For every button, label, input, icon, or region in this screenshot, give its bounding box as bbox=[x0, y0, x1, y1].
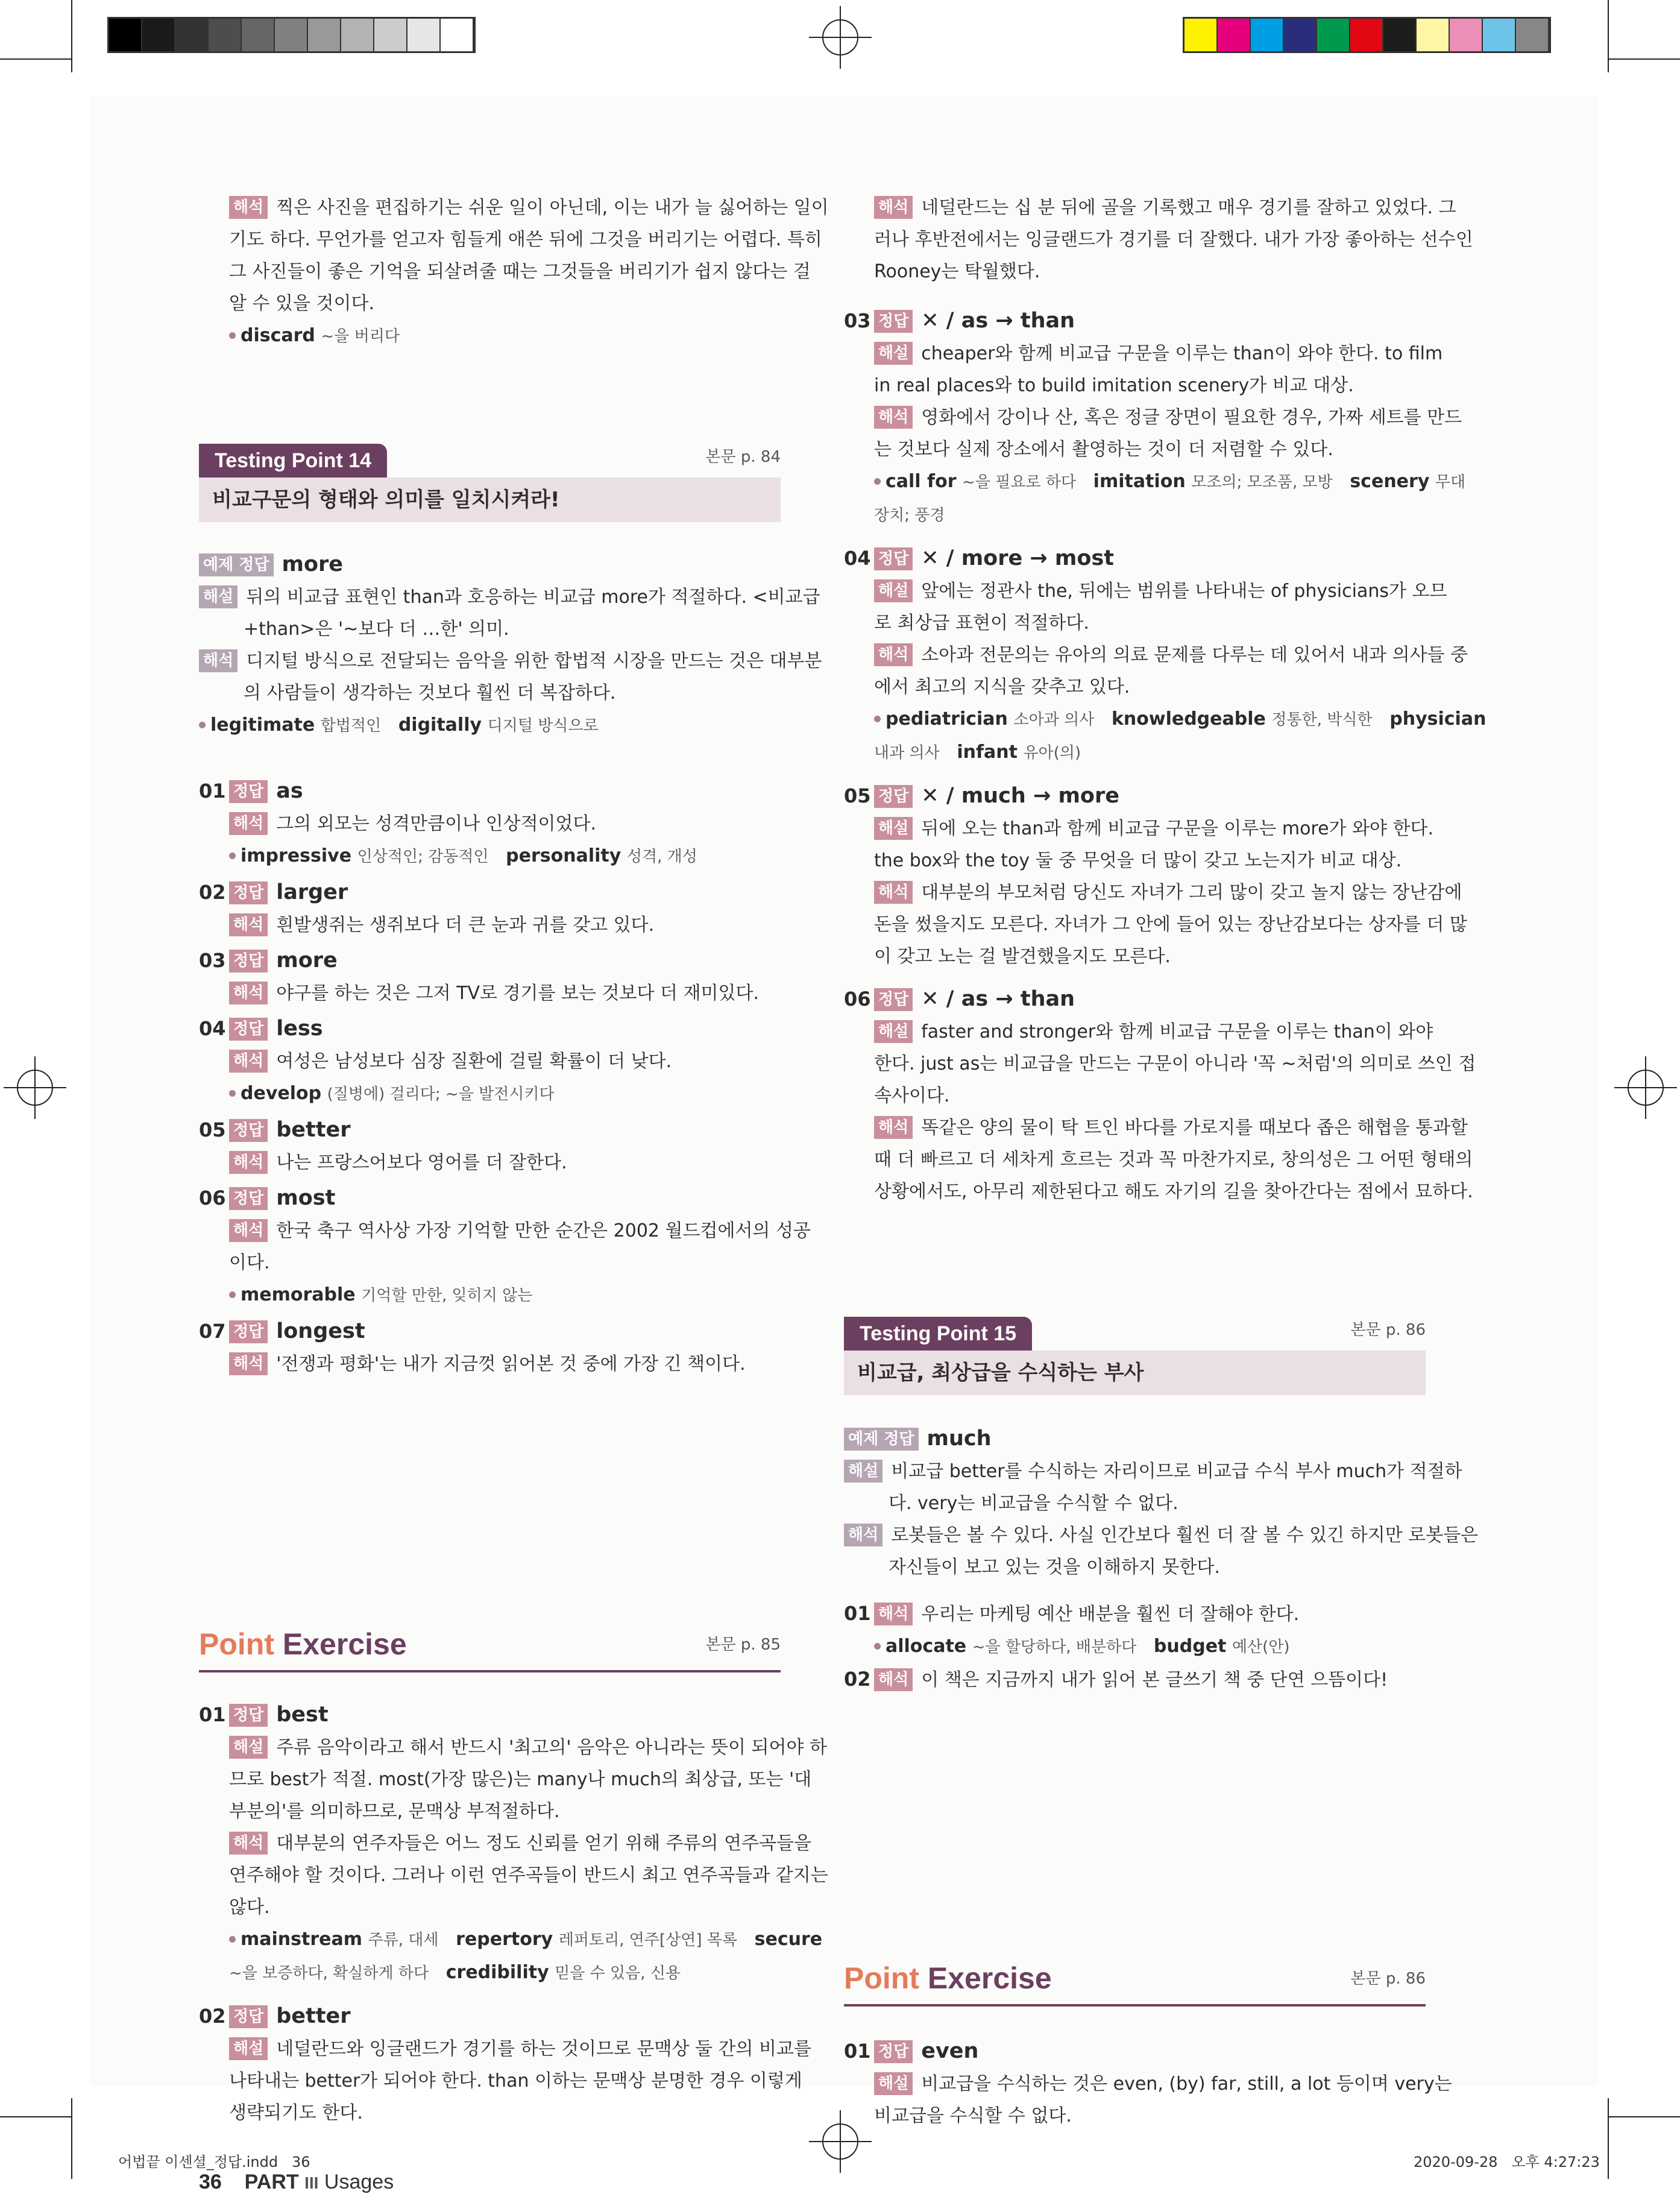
exercise-answers: 01 정답 even 해설 비교급을 수식하는 것은 even, (by) far, still, a lot 등이며 very는 비교급을 수식할 수 없다. bbox=[844, 2039, 1452, 2126]
list-item: 03 정답 ✕ / as → than bbox=[844, 309, 1075, 333]
testing-point-15: Testing Point 15 본문 p. 86 비교급, 최상급을 수식하는 부사 bbox=[844, 1317, 1426, 1395]
testing-point-tab: Testing Point 14 bbox=[199, 444, 387, 478]
crop-mark bbox=[1608, 0, 1609, 72]
color-swatch bbox=[275, 19, 308, 51]
crop-mark bbox=[71, 0, 72, 72]
crop-mark bbox=[1608, 2116, 1680, 2117]
list-item: 06 정답 most bbox=[199, 1186, 336, 1210]
exercise-answers: 01 정답 best 해설 주류 음악이라고 해서 반드시 '최고의' 음악은 아니라는 뜻이 되어야 하 므로 best가 적절. most(가장 많은)는 many나 much의 최상급, 또는 '대 부분의'를 의미하므로, 문맥상 부적절하다. 해석 대부분의 연주자들은 어느 정도 신뢰를 얻기 위해 주류의 연주곡들을 연주해야 할 것이다. 그러나 이런 연주곡들이 반드시 최고 연주곡들과 같지는 않다. mainstream 주류, 대세 repertory 레퍼토리, 연주[상연] 목록 secure ~을 보증하다, 확실하게 하다 credibility 믿을 수 있음, 신용 02 정답 better 해설 네덜란드와 잉글랜드가 경기를 하는 것이므로 문맥상 둘 간의 비교를 나타내는 better가 되어야 한다. than 이하는 문맥상 분명한 경우 이렇게 생략되기도 한다. bbox=[199, 1703, 828, 2123]
list-item: 01 정답 as bbox=[199, 779, 303, 803]
top-translation: 해석 네덜란드는 십 분 뒤에 골을 기록했고 매우 경기를 잘하고 있었다. 그 러나 후반전에서는 잉글랜드가 경기를 더 잘했다. 내가 가장 좋아하는 선수인 Rooney는 탁월했다. bbox=[874, 197, 1473, 282]
section-rule bbox=[199, 1670, 781, 1672]
gray-calibration-bar bbox=[107, 17, 476, 53]
page-footer: 36 PART III Usages bbox=[199, 2170, 394, 2193]
crop-mark bbox=[0, 2116, 72, 2117]
crop-mark bbox=[1608, 58, 1680, 60]
registration-mark-right bbox=[1614, 1056, 1677, 1119]
color-swatch bbox=[1350, 19, 1383, 51]
testing-point-14 bbox=[199, 444, 781, 522]
slug-date: 2020-09-28 오후 4:27:23 bbox=[1414, 2154, 1600, 2170]
list-item: 06 정답 ✕ / as → than bbox=[844, 987, 1075, 1011]
tag-haeseok: 해석 bbox=[229, 196, 268, 219]
registration-mark-top bbox=[809, 6, 872, 69]
example-answer: 예제 정답 much 해설 비교급 better를 수식하는 자리이므로 비교급 수식 부사 much가 적절하 다. very는 비교급을 수식할 수 없다. 해석 로봇들은 볼 수 있다. 사실 인간보다 훨씬 더 잘 볼 수 있긴 하지만 로봇들은 자신들이 보고 있는 것을 이해하지 못한다. 01 해석 우리는 마케팅 예산 배분을 훨씬 더 잘해야 한다. allocate ~을 할당하다, 배분하다 budget 예산(안) 02 해석 이 책은 지금까지 내가 읽어 본 글쓰기 책 중 단연 으뜸이다! bbox=[844, 1426, 1479, 1691]
color-swatch bbox=[308, 19, 341, 51]
color-swatch bbox=[407, 19, 441, 51]
example-answer: 예제 정답 more 해설 뒤의 비교급 표현인 than과 호응하는 비교급 more가 적절하다. <비교급 +than>은 '~보다 더 …한' 의미. 해석 디지털 방식으로 전달되는 음악을 위한 합법적 시장을 만드는 것은 대부분 의 사람들이 생각하는 것보다 훨씬 더 복잡하다. legitimate 합법적인 digitally 디지털 방식으로 bbox=[199, 549, 781, 742]
list-item: 07 정답 longest bbox=[199, 1319, 365, 1343]
vocab-line: discard ~을 버리다 bbox=[229, 320, 781, 353]
crop-mark bbox=[0, 58, 72, 60]
list-item: 04 정답 ✕ / more → most bbox=[844, 546, 1115, 570]
color-swatch bbox=[209, 19, 242, 51]
color-swatch bbox=[1251, 19, 1284, 51]
right-column bbox=[844, 192, 1487, 2126]
page-reference: 본문 p. 84 bbox=[705, 448, 781, 466]
crop-mark bbox=[71, 2098, 72, 2179]
color-swatch bbox=[242, 19, 275, 51]
color-swatch bbox=[341, 19, 374, 51]
color-calibration-bar bbox=[1183, 17, 1551, 53]
color-swatch bbox=[374, 19, 407, 51]
list-item: 03 정답 more bbox=[199, 948, 338, 972]
color-swatch bbox=[1417, 19, 1450, 51]
list-item: 04 정답 less bbox=[199, 1017, 323, 1041]
color-swatch bbox=[1284, 19, 1317, 51]
top-translation: 해석 찍은 사진을 편집하기는 쉬운 일이 아닌데, 이는 내가 늘 싫어하는 일이 기도 하다. 무언가를 얻고자 힘들게 애쓴 뒤에 그것을 버리기는 어렵다. 특히 그 사진들이 좋은 기억을 되살려줄 때는 그것들을 버리기가 쉽지 않다는 걸 알 수 있을 것이다. discard ~을 버리다 bbox=[199, 192, 781, 353]
registration-mark-left bbox=[4, 1056, 66, 1119]
color-swatch bbox=[175, 19, 209, 51]
testing-point-title: 비교구문의 형태와 의미를 일치시켜라! bbox=[199, 478, 781, 522]
color-swatch bbox=[1218, 19, 1251, 51]
color-swatch bbox=[1184, 19, 1218, 51]
answer-list: 03 정답 ✕ / as → than 해설 cheaper와 함께 비교급 구문을 이루는 than이 와야 한다. to film in real places와 to build imitation scenery가 비교 대상. 해석 영화에서 강이나 산, 혹은 정글 장면이 필요한 경우, 가짜 세트를 만드 는 것보다 실제 장소에서 촬영하는 것이 더 저렴할 수 있다. call for ~을 필요로 하다 imitation 모조의; 모조품, 모방 scenery 무대 장치; 풍경 04 정답 ✕ / more → most 해설 앞에는 정관사 the, 뒤에는 범위를 나타내는 of physicians가 오므 로 최상급 표현이 적절하다. 해석 소아과 전문의는 유아의 의료 문제를 다루는 데 있어서 내과 의사들 중 에서 최고의 지식을 갖추고 있다. pediatrician 소아과 의사 knowledgeable 정통한, 박식한 physician 내과 의사 infant 유아(의) 05 정답 ✕ / much → more 해설 뒤에 오는 than과 함께 비교급 구문을 이루는 more가 와야 한다. the box와 the toy 둘 중 무엇을 더 많이 갖고 노는지가 비교 대상. 해석 대부분의 부모처럼 당신도 자녀가 그리 많이 갖고 놀지 않는 장난감에 돈을 썼을지도 모른다. 자녀가 그 안에 들어 있는 장난감보다는 상자를 더 많 이 갖고 노는 걸 발견했을지도 모른다. 06 정답 ✕ / as → than 해설 faster and stronger와 함께 비교급 구문을 이루는 than이 와야 한다. just as는 비교급을 만드는 구문이 아니라 '꼭 ~처럼'의 의미로 쓰인 접 속사이다. 해석 똑같은 양의 물이 탁 트인 바다를 가로지를 때보다 좁은 해협을 통과할 때 더 빠르고 더 세차게 흐르는 것과 꼭 마찬가지로, 창의성은 그 어떤 형태의 상황에서도, 아무리 제한된다고 해도 자기의 길을 찾아간다는 점에서 묘하다. bbox=[844, 305, 1426, 1208]
point-exercise-header: Point Exercise 본문 p. 85 bbox=[199, 1627, 781, 1672]
color-swatch bbox=[142, 19, 175, 51]
slug-filename: 어법끝 이센셜_정답.indd 36 bbox=[118, 2154, 310, 2170]
color-swatch bbox=[1383, 19, 1417, 51]
color-swatch bbox=[1516, 19, 1549, 51]
color-swatch bbox=[1483, 19, 1516, 51]
point-exercise-header: Point Exercise 본문 p. 86 bbox=[844, 1961, 1426, 2006]
list-item: 05 정답 better bbox=[199, 1118, 351, 1142]
color-swatch bbox=[109, 19, 142, 51]
color-swatch bbox=[1450, 19, 1483, 51]
crop-mark bbox=[1608, 2098, 1609, 2179]
list-item: 02 정답 larger bbox=[199, 880, 348, 904]
color-swatch bbox=[1317, 19, 1350, 51]
list-item: 05 정답 ✕ / much → more bbox=[844, 784, 1119, 808]
answer-list: 01 정답 as 해석 그의 외모는 성격만큼이나 인상적이었다. impressive 인상적인; 감동적인 personality 성격, 개성 02 정답 larger 해석 흰발생쥐는 생쥐보다 더 큰 눈과 귀를 갖고 있다. 03 정답 more 해석 야구를 하는 것은 그저 TV로 경기를 보는 것보다 더 재미있다. 04 정답 less 해석 여성은 남성보다 심장 질환에 걸릴 확률이 더 낮다. develop (질병에) 걸리다; ~을 발전시키다 05 정답 better 해석 나는 프랑스어보다 영어를 더 잘한다. 06 정답 most 해석 한국 축구 역사상 가장 기억할 만한 순간은 2002 월드컵에서의 성공 이다. memorable 기억할 만한, 잊히지 않는 07 정답 longest 해석 '전쟁과 평화'는 내가 지금껏 읽어본 것 중에 가장 긴 책이다. bbox=[199, 775, 781, 1380]
color-swatch bbox=[441, 19, 474, 51]
page-number: 36 bbox=[199, 2170, 222, 2193]
